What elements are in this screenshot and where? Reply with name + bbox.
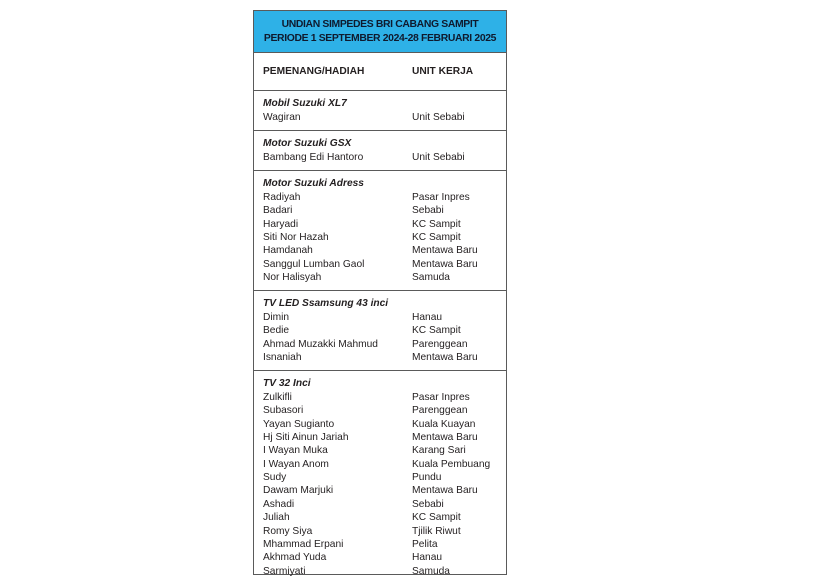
work-unit: Kuala Kuayan (412, 418, 476, 430)
table-row (254, 431, 506, 444)
work-unit: KC Sampit (412, 325, 461, 337)
winner-name: Haryadi (263, 218, 299, 230)
table-row (254, 471, 506, 484)
winner-name: Hamdanah (263, 245, 313, 257)
header-title-line-2: PERIODE 1 SEPTEMBER 2024-28 FEBRUARI 2025 (263, 32, 497, 44)
table-row (254, 391, 506, 404)
prize-title: TV 32 Inci (263, 378, 311, 389)
winner-name: Subasori (263, 405, 304, 417)
table-row (254, 565, 506, 578)
winner-name: Ashadi (263, 498, 295, 510)
work-unit: KC Sampit (412, 512, 461, 524)
table-row (254, 511, 506, 524)
prize-title: TV LED Ssamsung 43 inci (263, 298, 389, 309)
winner-name: Zulkifli (263, 392, 292, 403)
table-row (254, 204, 506, 217)
work-unit: Tjilik Riwut (412, 525, 461, 537)
table-row (254, 218, 506, 231)
work-unit: Sebabi (412, 205, 444, 217)
work-unit: Unit Sebabi (412, 152, 465, 163)
table-row (254, 231, 506, 244)
table-row (254, 311, 506, 324)
winners-table (253, 10, 507, 575)
winner-name: Juliah (263, 512, 290, 524)
winner-name: Bedie (263, 325, 290, 337)
work-unit: Pelita (412, 538, 438, 550)
winner-name: Badari (263, 205, 293, 217)
work-unit: Samuda (412, 272, 450, 284)
table-row (254, 151, 506, 164)
table-header (254, 11, 506, 53)
table-row (254, 258, 506, 271)
table-row (254, 404, 506, 417)
prize-section (254, 371, 506, 576)
table-row (254, 271, 506, 284)
work-unit: Pundu (412, 472, 442, 484)
work-unit: Sebabi (412, 498, 444, 510)
winner-name: Akhmad Yuda (263, 552, 327, 564)
table-row (254, 484, 506, 497)
winner-name: Siti Nor Hazah (263, 232, 329, 244)
work-unit: Parenggean (412, 405, 468, 417)
winner-name: Mhammad Erpani (263, 538, 344, 550)
winner-name: Yayan Sugianto (263, 418, 335, 430)
prize-section (254, 291, 506, 371)
table-row (254, 351, 506, 364)
column-header-unit: UNIT KERJA (412, 66, 474, 77)
winner-name: Radiyah (263, 192, 301, 203)
work-unit: Hanau (412, 552, 443, 564)
work-unit: Kuala Pembuang (412, 458, 491, 470)
work-unit: Mentawa Baru (412, 432, 478, 444)
table-row (254, 111, 506, 124)
prize-section (254, 91, 506, 131)
work-unit: Parenggean (412, 338, 468, 350)
prize-title: Motor Suzuki Adress (263, 178, 364, 189)
table-row (254, 191, 506, 204)
winner-name: Isnaniah (263, 352, 302, 364)
work-unit: Mentawa Baru (412, 352, 478, 364)
winner-name: Ahmad Muzakki Mahmud (263, 338, 378, 350)
work-unit: Mentawa Baru (412, 245, 478, 257)
table-row (254, 444, 506, 457)
work-unit: Mentawa Baru (412, 258, 478, 270)
table-row (254, 338, 506, 351)
table-row (254, 538, 506, 551)
table-row (254, 324, 506, 337)
prize-title: Motor Suzuki GSX (263, 138, 352, 149)
winner-name: Romy Siya (263, 525, 313, 537)
work-unit: KC Sampit (412, 218, 461, 230)
work-unit: KC Sampit (412, 232, 461, 244)
table-row (254, 458, 506, 471)
winner-name: Hj Siti Ainun Jariah (263, 432, 349, 444)
work-unit: Karang Sari (412, 445, 466, 457)
table-row (254, 244, 506, 257)
prize-title: Mobil Suzuki XL7 (263, 98, 347, 109)
winner-name: Dimin (263, 312, 290, 323)
winner-name: Sudy (263, 472, 287, 484)
column-headers (254, 53, 506, 91)
winner-name: I Wayan Muka (263, 445, 328, 457)
work-unit: Hanau (412, 312, 443, 323)
winner-name: Sanggul Lumban Gaol (263, 258, 365, 270)
prize-section (254, 131, 506, 171)
winner-name: I Wayan Anom (263, 458, 329, 470)
winner-name: Sarmiyati (263, 565, 306, 577)
prize-section (254, 171, 506, 291)
work-unit: Unit Sebabi (412, 112, 465, 123)
column-header-winner: PEMENANG/HADIAH (263, 66, 365, 77)
table-row (254, 551, 506, 564)
header-title-line-1: UNDIAN SIMPEDES BRI CABANG SAMPIT (281, 18, 479, 30)
table-row (254, 498, 506, 511)
winner-name: Nor Halisyah (263, 272, 322, 284)
work-unit: Mentawa Baru (412, 485, 478, 497)
table-row (254, 525, 506, 538)
work-unit: Samuda (412, 565, 450, 577)
winner-name: Wagiran (263, 112, 301, 123)
winner-name: Bambang Edi Hantoro (263, 152, 364, 163)
work-unit: Pasar Inpres (412, 392, 470, 403)
work-unit: Pasar Inpres (412, 192, 470, 203)
table-row (254, 418, 506, 431)
winner-name: Dawam Marjuki (263, 485, 334, 497)
